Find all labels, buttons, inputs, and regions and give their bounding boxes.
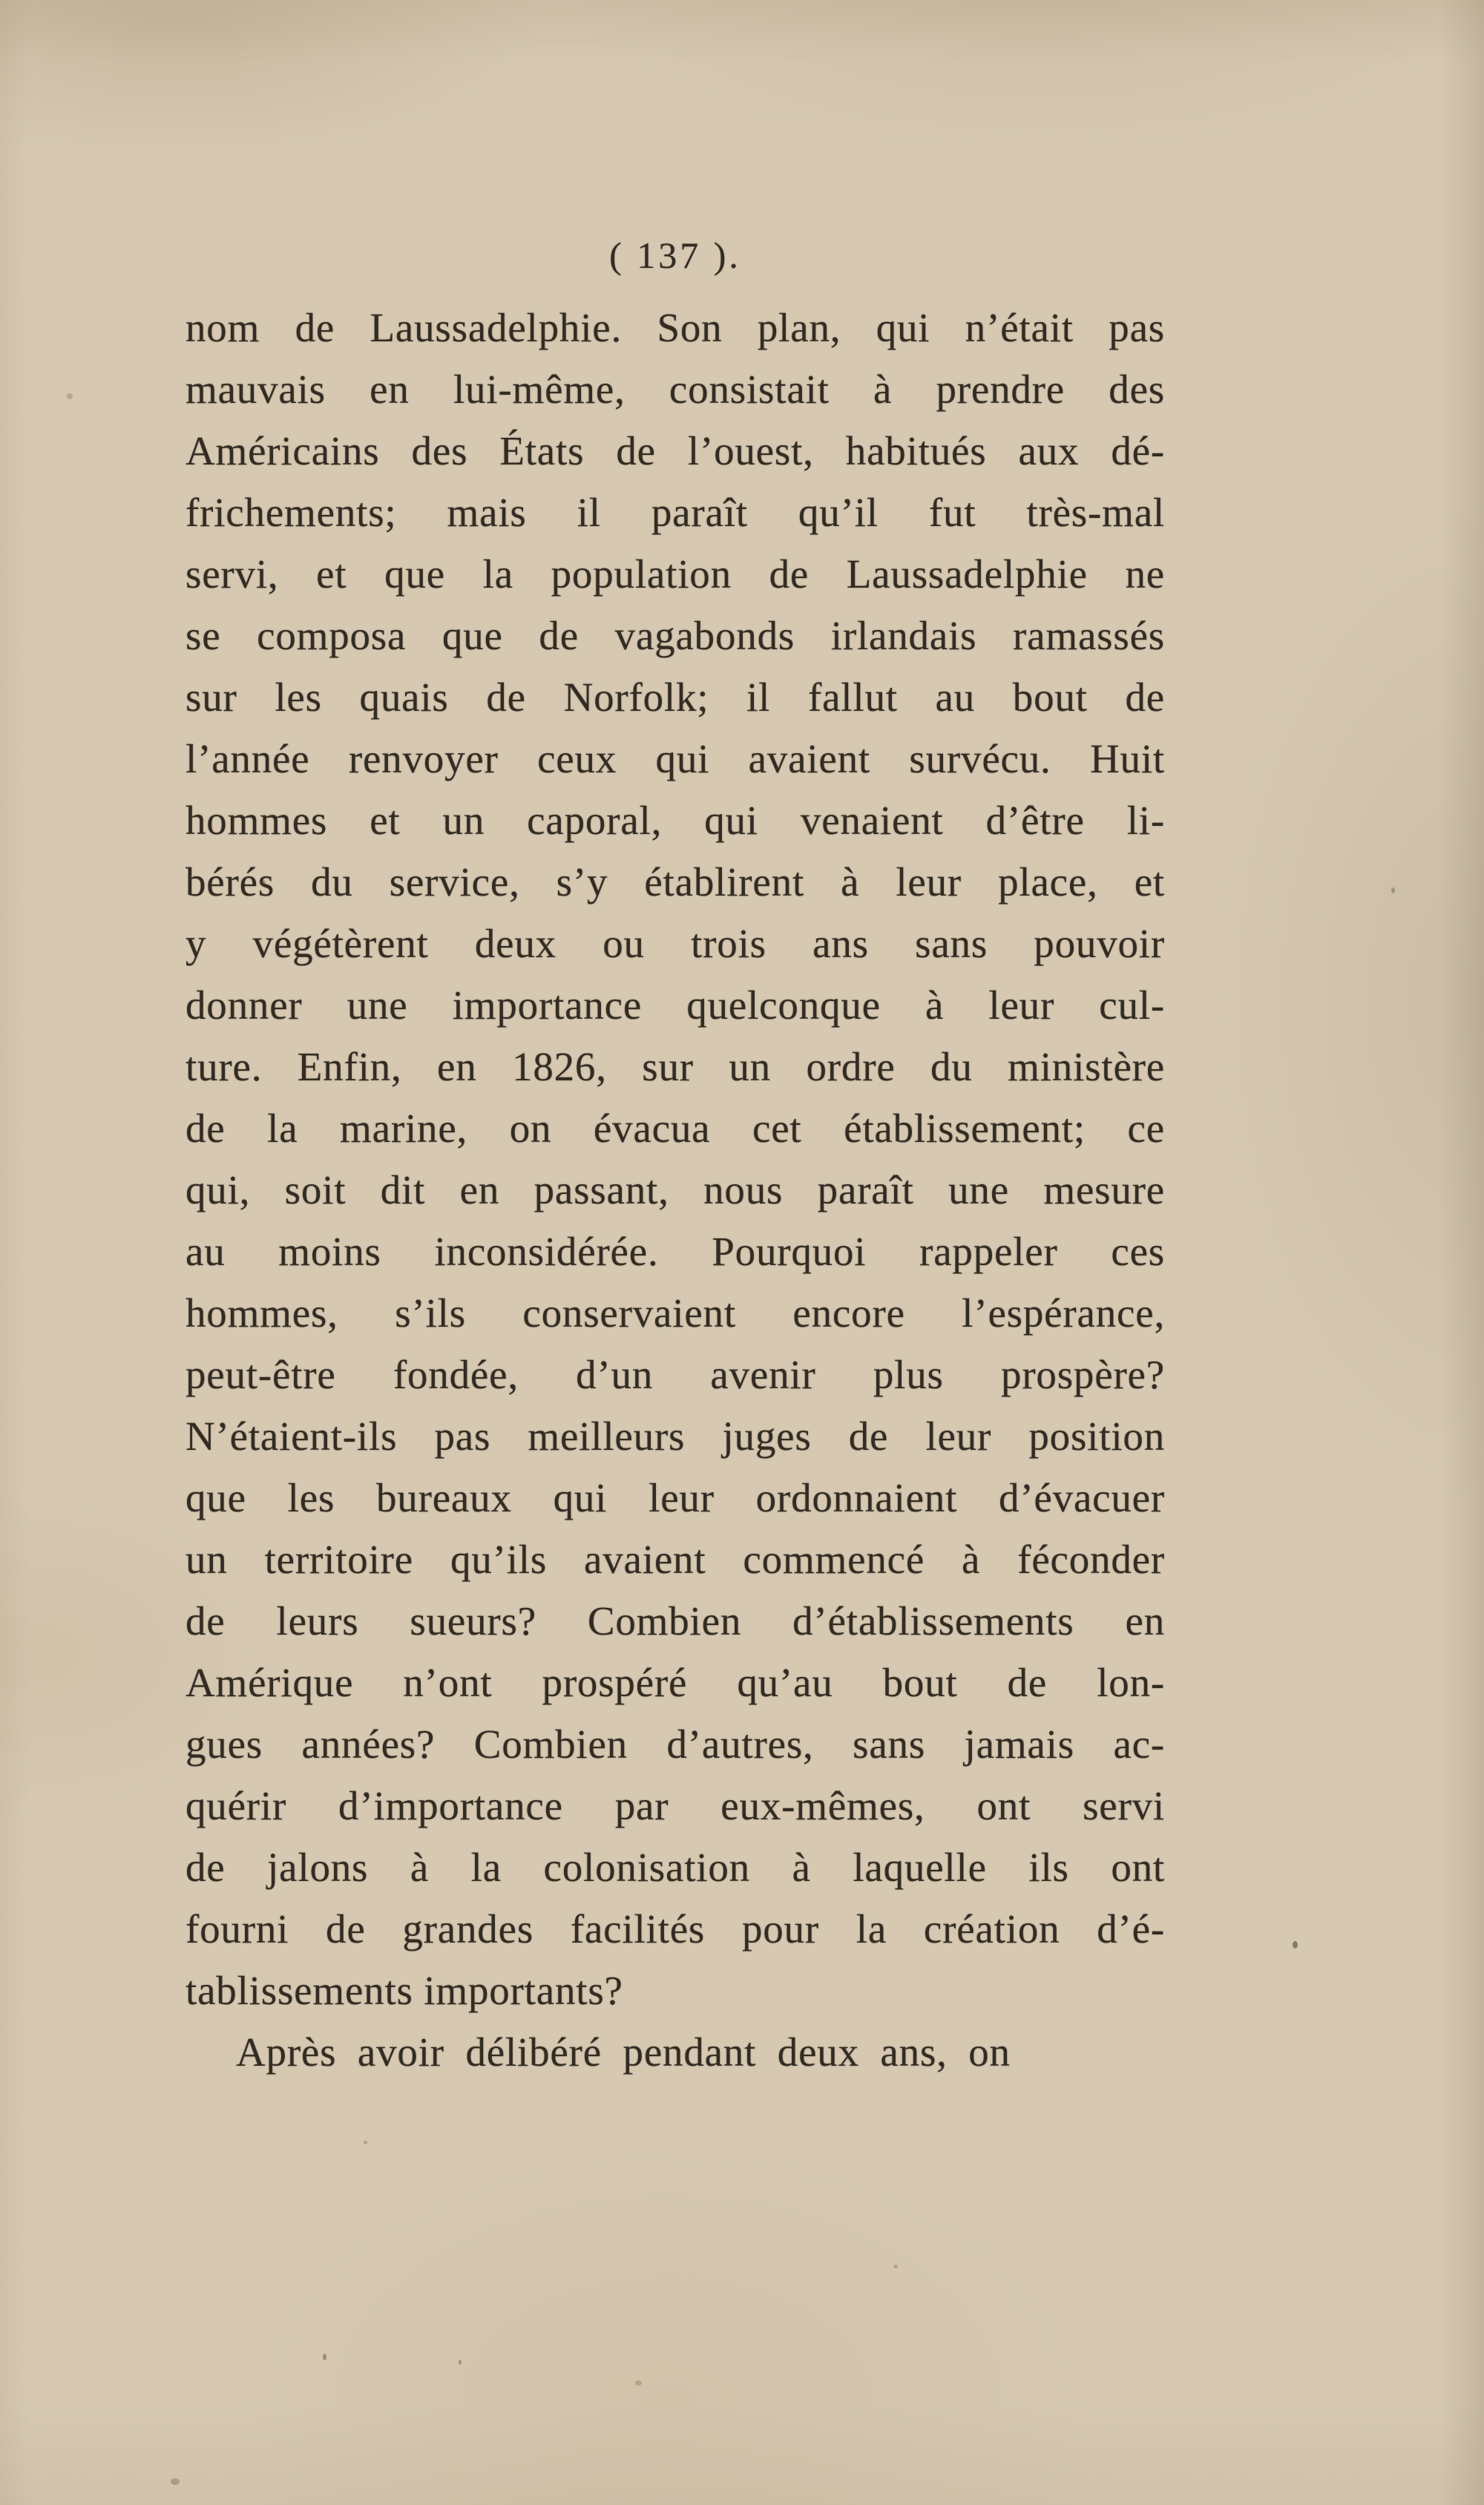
text-line: au moins inconsidérée. Pourquoi rappeler ces [186, 1229, 1165, 1274]
text-line: fourni de grandes facilités pour la création d’é- [186, 1906, 1165, 1951]
paper-speck [1293, 1941, 1298, 1948]
text-line: quérir d’importance par eux-mêmes, ont servi [186, 1783, 1165, 1828]
text-line: servi, et que la population de Laussadelphie ne [186, 551, 1165, 597]
text-line: Après avoir délibéré pendant deux ans, on [236, 2029, 1011, 2075]
text-line: qui, soit dit en passant, nous paraît une mesure [186, 1167, 1165, 1212]
page-number: ( 137 ). [609, 234, 741, 276]
text-line: l’année renvoyer ceux qui avaient survécu. Huit [186, 736, 1165, 781]
paper-speck [67, 393, 73, 399]
text-line: gues années? Combien d’autres, sans jamais ac- [186, 1721, 1165, 1767]
text-line: N’étaient-ils pas meilleurs juges de leur position [186, 1414, 1165, 1459]
text-line: hommes et un caporal, qui venaient d’être li- [186, 798, 1165, 843]
text-line: mauvais en lui-même, consistait à prendre des [186, 367, 1165, 412]
paper-speck [635, 2380, 642, 2386]
paragraph-2 [186, 2021, 1165, 2083]
text-line: donner une importance quelconque à leur cul- [186, 982, 1165, 1028]
text-line: de jalons à la colonisation à laquelle ils ont [186, 1845, 1165, 1890]
paper-speck [323, 2354, 326, 2360]
paper-speck [171, 2478, 180, 2485]
paper-speck [893, 2265, 898, 2268]
text-line: se composa que de vagabonds irlandais ramassés [186, 613, 1165, 658]
body-text [186, 297, 1165, 2083]
text-line: un territoire qu’ils avaient commencé à féconder [186, 1537, 1165, 1582]
text-line: de la marine, on évacua cet établissement; ce [186, 1106, 1165, 1151]
text-line: y végétèrent deux ou trois ans sans pouvoir [186, 921, 1165, 966]
text-line: Amérique n’ont prospéré qu’au bout de lon- [186, 1660, 1165, 1705]
text-line: peut-être fondée, d’un avenir plus prospère? [186, 1352, 1165, 1397]
paper-speck [1391, 887, 1395, 893]
text-line: frichements; mais il paraît qu’il fut très-mal [186, 490, 1165, 535]
text-line: ture. Enfin, en 1826, sur un ordre du ministère [186, 1044, 1165, 1089]
text-line: de leurs sueurs? Combien d’établissements en [186, 1598, 1165, 1644]
text-line: nom de Laussadelphie. Son plan, qui n’était pas [186, 305, 1165, 350]
paragraph-1 [186, 297, 1165, 2021]
text-line: bérés du service, s’y établirent à leur place, et [186, 859, 1165, 905]
text-line: tablissements importants? [186, 1968, 623, 2013]
paper-speck [459, 2360, 462, 2365]
text-line: que les bureaux qui leur ordonnaient d’évacuer [186, 1475, 1165, 1520]
text-line: hommes, s’ils conservaient encore l’espérance, [186, 1290, 1165, 1336]
text-line: Américains des États de l’ouest, habitués aux dé- [186, 428, 1165, 473]
text-line: sur les quais de Norfolk; il fallut au bout de [186, 674, 1165, 720]
paper-speck [364, 2141, 367, 2144]
